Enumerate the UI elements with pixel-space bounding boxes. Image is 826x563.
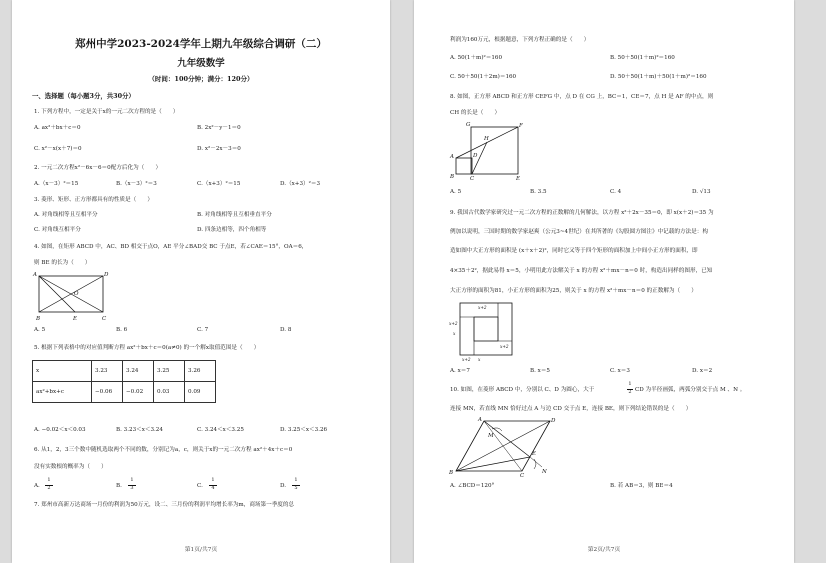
q6-option-c-den: 4: [211, 485, 215, 491]
q4-option-a: A. 5: [34, 327, 46, 333]
q9-option-d: D. x＝2: [692, 368, 713, 374]
exam-info: （时间：100分钟；满分：120分）: [148, 75, 254, 83]
table-cell: ax²+bx+c: [33, 382, 92, 403]
q10-option-b: B. 若 AB＝3，则 BE＝4: [610, 483, 673, 489]
q9-line4: 4×35＋2²，据此易得 x＝5，小明用此方法解关于 x 的方程 x²＋mx－n＝0 时，构造出同样的图形，已知: [450, 268, 713, 274]
q6-option-a-num: 1: [47, 477, 51, 483]
q4-stem-line1: 4. 如图，在矩形 ABCD 中，AC、BD 相交于点O，AE 平分∠BAD交 BC 于点E，若∠CAE＝15°，OA＝6，: [34, 244, 308, 250]
q10-fig-label-e: E: [532, 451, 537, 457]
q9-option-c: C. x＝3: [610, 368, 630, 374]
q10-fig-label-m: M: [488, 433, 494, 439]
q8-fig-label-c: C: [470, 176, 475, 182]
q4-fig-label-a: A: [33, 272, 37, 278]
q10-half-num: 1: [628, 381, 632, 387]
q6-stem-line1: 6. 从1，2，3三个数中随机选取两个不同的数，分别记为a，c，则关于x的一元二次方程 ax²＋4x＋c＝0: [34, 447, 293, 453]
q8-fig-label-f: F: [519, 123, 523, 129]
q4-fig-label-b: B: [36, 316, 41, 322]
q5-option-a: A. −0.02＜x＜0.03: [34, 427, 86, 433]
q10-fig-label-d: D: [551, 418, 556, 424]
q9-line2: 例加以说明，三国时期的数学家赵爽（公元3~4世纪）在其所著的《勾股圆方图注》中记载的方法是：构: [450, 229, 708, 235]
q2-option-b: B.（x－3）²＝3: [116, 181, 157, 187]
page-1-footer: 第1页/共7页: [184, 547, 218, 553]
q1-option-b: B. 2x²－y－1＝0: [197, 125, 241, 131]
q7-continuation: 利润为160万元，根据题意，下列方程正确的是（ ）: [450, 37, 590, 43]
q6-option-b-den: 3: [130, 485, 134, 491]
q8-fig-label-e: E: [516, 176, 521, 182]
q3-option-c: C. 对角线互相平分: [34, 227, 81, 233]
q1-option-a: A. ax²＋bx＋c＝0: [34, 125, 81, 131]
q6-option-d-den: 5: [294, 485, 298, 491]
q8-squares-figure: [448, 118, 528, 182]
table-cell: 3.25: [154, 361, 185, 382]
q5-stem: 5. 根据下列表格中的对应值判断方程 ax²＋bx＋c＝0(a≠0) 的一个解x取值范围是（ ）: [34, 345, 260, 351]
q1-option-c: C. x²－x(x＋7)＝0: [34, 146, 82, 152]
q10-half-den: 2: [628, 389, 632, 395]
q4-fig-label-c: C: [102, 316, 107, 322]
q9-line5: 大正方形的面积为81，小正方形的面积为25，则关于 x 的方程 x²＋mx－n＝0 的正数解为（ ）: [450, 288, 697, 294]
q3-stem: 3. 菱形、矩形、正方形都具有的性质是（ ）: [34, 197, 153, 203]
q7-stem: 7. 郑州市高新万达商场一月份的利润为50万元，设二、三月份的利润平均增长率为m，商场第一季度的总: [34, 502, 295, 508]
q6-option-a-label: A.: [34, 483, 40, 489]
q6-option-a-den: 2: [47, 485, 51, 491]
q6-option-d-label: D.: [280, 483, 287, 489]
q4-fig-label-e: E: [73, 316, 78, 322]
q1-stem: 1. 下列方程中，一定是关于x的一元二次方程的是（ ）: [34, 109, 179, 115]
table-row: [33, 382, 216, 403]
table-cell: 3.24: [123, 361, 154, 382]
q5-option-c: C. 3.24＜x＜3.25: [197, 427, 244, 433]
q5-option-b: B. 3.23＜x＜3.24: [116, 427, 163, 433]
q10-line2: 连接 MN，若直线 MN 恰好过点 A 与边 CD 交于点 E，连接 BE，则下列结论错误的是（ ）: [450, 406, 692, 412]
q2-option-a: A.（x－3）²＝15: [34, 181, 79, 187]
q8-stem-line2: CH 的长是（ ）: [450, 110, 501, 116]
q2-stem: 2. 一元二次方程x²－6x－6＝0配方后化为（ ）: [34, 165, 162, 171]
q8-fig-label-d: D: [473, 153, 478, 159]
q8-fig-label-h: H: [484, 136, 489, 142]
q8-stem-line1: 8. 如图，正方形 ABCD 和正方形 CEFG 中，点 D 在 CG 上，BC＝1，CE＝7，点 H 是 AF 的中点，则: [450, 94, 714, 100]
table-cell: 0.03: [154, 382, 185, 403]
q10-rhombus-figure: [448, 415, 558, 477]
page-2: [414, 0, 794, 563]
exam-subtitle: 九年级数学: [177, 58, 225, 69]
q8-option-b: B. 3.5: [530, 189, 547, 195]
table-row: [33, 361, 216, 382]
q2-option-c: C.（x+3）²＝15: [197, 181, 241, 187]
q9-fig-label-x2-right: x+2: [500, 344, 509, 349]
q7-option-b: B. 50＋50(1＋m)²＝160: [610, 55, 675, 61]
q8-option-a: A. 5: [450, 189, 462, 195]
q5-option-d: D. 3.25＜x＜3.26: [280, 427, 328, 433]
q6-option-b-label: B.: [116, 483, 122, 489]
q6-option-d-num: 1: [294, 477, 298, 483]
page-1: [12, 0, 390, 563]
q1-option-d: D. x²－2x－3＝0: [197, 146, 241, 152]
q8-fig-label-g: G: [466, 122, 471, 128]
q2-option-d: D.（x+3）²＝3: [280, 181, 321, 187]
q3-option-b: B. 对角线相等且互相垂直平分: [197, 212, 272, 218]
q10-line1-part1: 10. 如图，在菱形 ABCD 中，分别以 C、D 为圆心，大于: [450, 387, 595, 393]
q8-fig-label-a: A: [450, 154, 454, 160]
q6-stem-line2: 没有实数根的概率为（ ）: [34, 464, 107, 470]
q4-fig-label-d: D: [104, 272, 109, 278]
q9-fig-label-x2-bottom: x+2: [462, 357, 471, 362]
q10-fig-label-b: B: [449, 470, 454, 476]
q9-line1: 9. 我国古代数学家研究过一元二次方程的正数解的几何解法，以方程 x²＋2x－35＝0，即 x(x＋2)＝35 为: [450, 210, 714, 216]
q10-fig-label-n: N: [542, 469, 547, 475]
table-cell: −0.02: [123, 382, 154, 403]
q8-option-d: D. √13: [692, 189, 711, 195]
q4-fig-label-o: O: [74, 291, 79, 297]
page-2-footer: 第2页/共7页: [587, 547, 621, 553]
q6-option-b-num: 1: [130, 477, 134, 483]
q9-option-a: A. x＝7: [450, 368, 470, 374]
table-cell: x: [33, 361, 92, 382]
table-cell: 0.09: [185, 382, 216, 403]
q9-option-b: B. x＝5: [530, 368, 550, 374]
q10-option-a: A. ∠BCD＝120°: [450, 483, 495, 489]
q8-fig-label-b: B: [450, 174, 455, 180]
q8-option-c: C. 4: [610, 189, 622, 195]
table-cell: 3.23: [92, 361, 123, 382]
q6-option-c-label: C.: [197, 483, 203, 489]
q9-line3: 造如图中大正方形的面积是 (x＋x＋2)²，同时它又等于四个矩形的面积加上中间小正方形的面积，即: [450, 248, 698, 254]
q3-option-a: A. 对角线相等且互相平分: [34, 212, 98, 218]
q4-option-d: D. 8: [280, 327, 292, 333]
q10-line1-part2: CD 为半径画弧，两弧分别交于点 M 、N 。: [635, 387, 746, 393]
q10-fig-label-a: A: [478, 417, 482, 423]
q9-fig-label-x2-left: x+2: [449, 321, 458, 326]
exam-title: 郑州中学2023-2024学年上期九年级综合调研（二）: [75, 38, 327, 50]
q4-option-c: C. 7: [197, 327, 209, 333]
q4-option-b: B. 6: [116, 327, 128, 333]
q9-fig-label-x-left: x: [453, 331, 456, 336]
q7-option-a: A. 50(1＋m)²＝160: [450, 55, 503, 61]
q4-stem-line2: 则 BE 的长为（ ）: [34, 260, 91, 266]
table-cell: 3.26: [185, 361, 216, 382]
q5-value-table: [32, 360, 216, 403]
q9-fig-label-x-bottom: x: [478, 357, 481, 362]
q3-option-d: D. 四条边相等，四个角相等: [197, 227, 267, 233]
section-heading: 一、选择题（每小题3分，共30分）: [32, 92, 135, 100]
q10-fig-label-c: C: [520, 473, 525, 477]
q7-option-c: C. 50＋50(1＋2m)＝160: [450, 74, 517, 80]
table-cell: −0.06: [92, 382, 123, 403]
q4-rectangle-figure: [30, 268, 120, 324]
q9-fig-label-x2-top: x+2: [478, 305, 487, 310]
q9-zhao-shuang-figure: [448, 299, 518, 365]
q6-option-c-num: 1: [211, 477, 215, 483]
q7-option-d: D. 50＋50(1＋m)＋50(1＋m)²＝160: [610, 74, 707, 80]
